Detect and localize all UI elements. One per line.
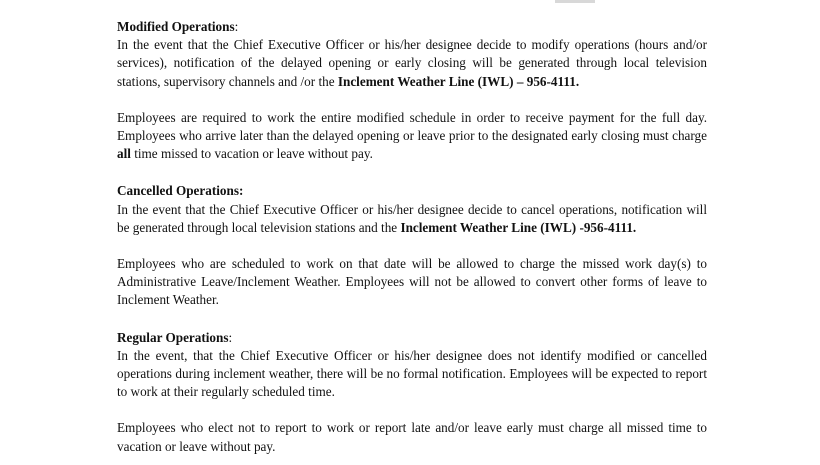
paragraph: In the event that the Chief Executive Officer or his/her designee decide to modify operations (hours and/or services), notification of the delayed opening or early closing will be generated through local television stations, supervisory channels and /or the Inclement Weather Line (IWL) – 956-4111. — [117, 37, 707, 89]
iwl-phone: Inclement Weather Line (IWL) – 956-4111. — [337, 73, 580, 89]
document-body — [117, 18, 707, 456]
section-heading: Cancelled Operations: — [117, 183, 244, 199]
paragraph: In the event, that the Chief Executive Officer or his/her designee does not identify modified or cancelled operations during inclement weather, there will be no formal notification. Employees will be expected to report to work at their regularly scheduled time. — [117, 347, 707, 400]
emphasis: all — [117, 146, 131, 162]
paragraph: Employees are required to work the entire modified schedule in order to receive payment for the full day. Employees who arrive later than the delayed opening or leave prior to the designated early closing must charge all time missed to vacation or leave without pay. — [117, 109, 707, 162]
paragraph: Employees who are scheduled to work on that date will be allowed to charge the missed work day(s) to Administrative Leave/Inclement Weather. Employees will not be allowed to convert other forms of leave to Inclement Weather. — [117, 256, 707, 308]
iwl-phone: Inclement Weather Line (IWL) -956-4111. — [400, 219, 637, 235]
section-cancelled-operations — [117, 182, 707, 309]
section-heading: Modified Operations: — [117, 19, 239, 34]
header-remnant — [555, 0, 595, 3]
paragraph: In the event that the Chief Executive Officer or his/her designee decide to cancel operations, notification will be generated through local television stations and the Inclement Weather Line (IWL) -956-4111. — [117, 201, 707, 235]
section-modified-operations — [117, 18, 707, 163]
section-heading: Regular Operations: — [117, 329, 233, 345]
section-regular-operations — [117, 329, 707, 456]
paragraph: Employees who elect not to report to work or report late and/or leave early must charge all missed time to vacation or leave without pay. — [117, 420, 707, 454]
